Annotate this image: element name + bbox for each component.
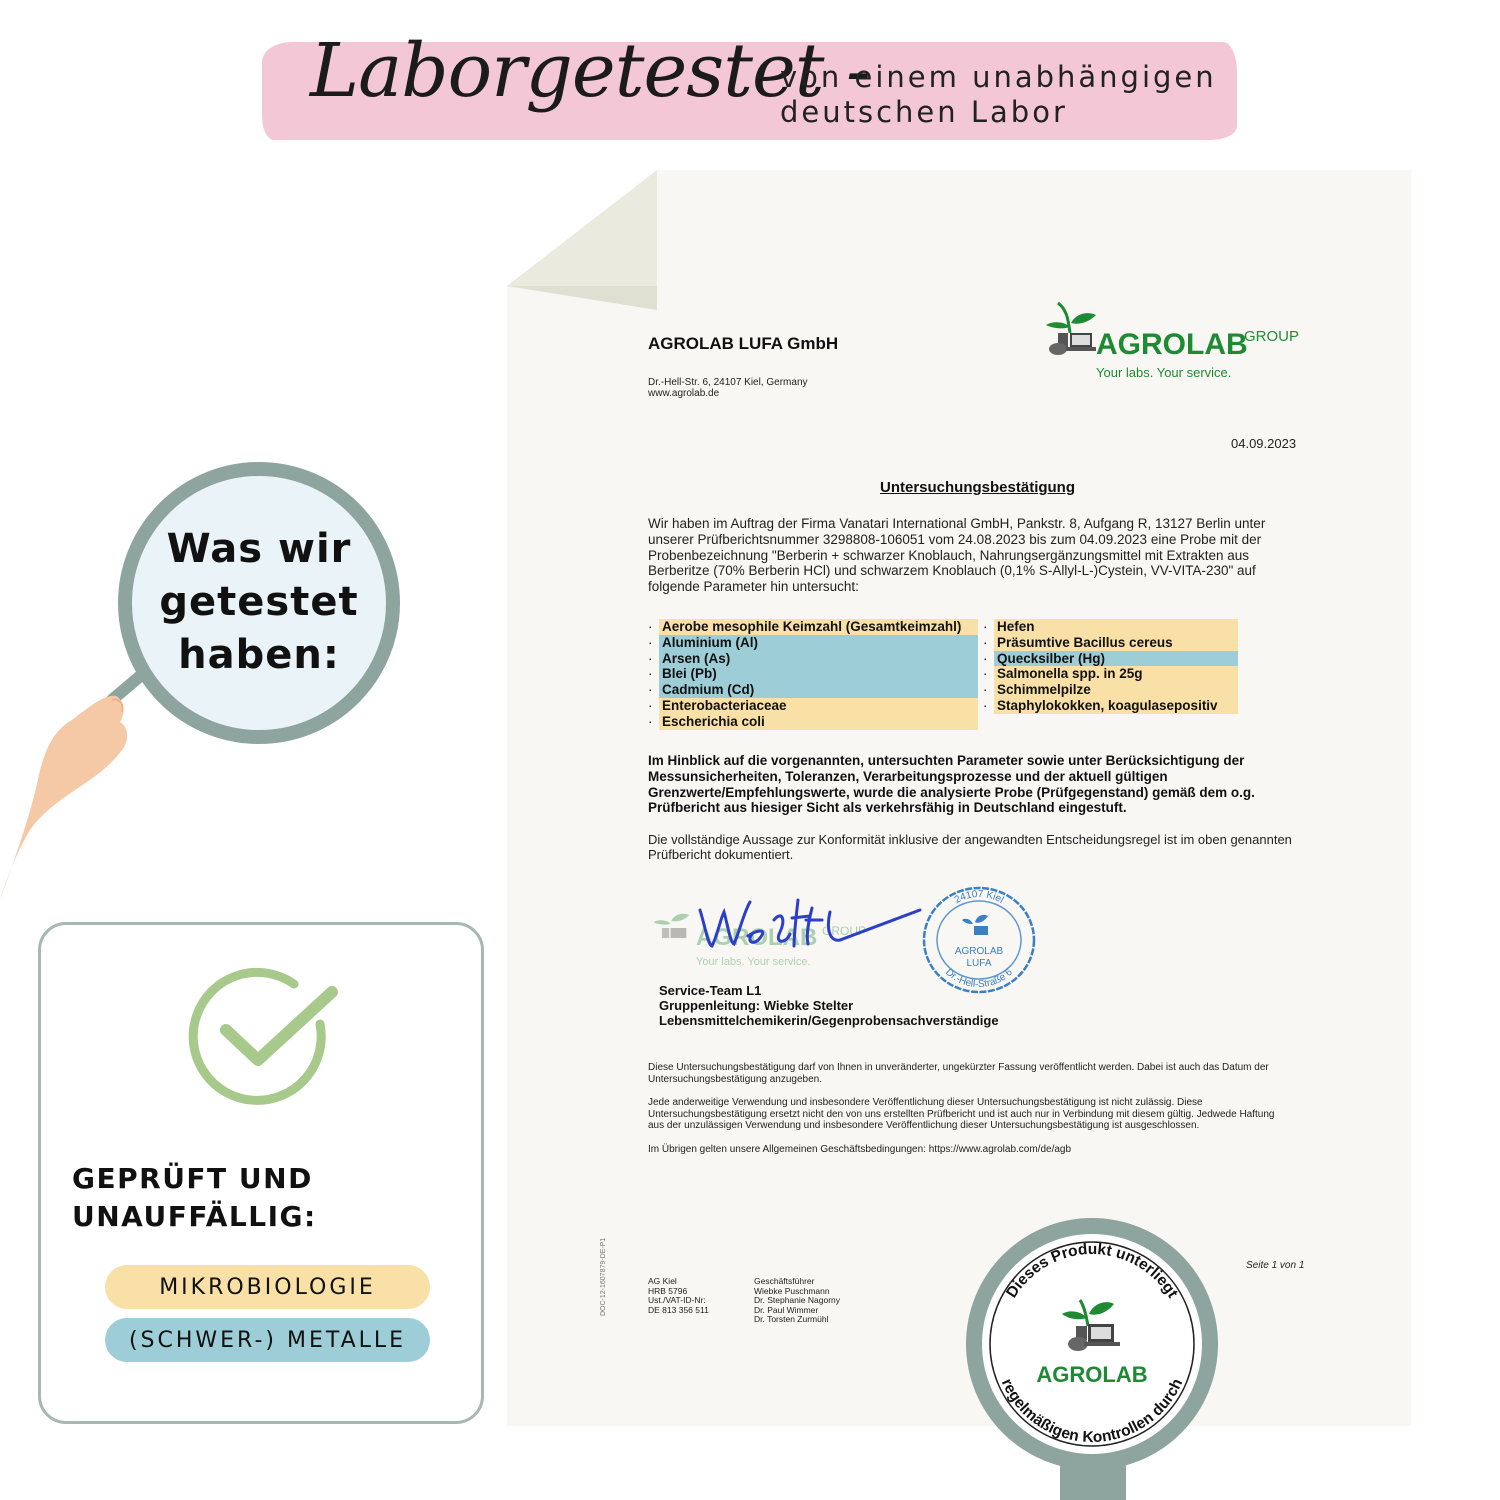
parameter-item: · Aerobe mesophile Keimzahl (Gesamtkeimzahl) bbox=[648, 619, 978, 635]
agrolab-logo bbox=[1044, 295, 1314, 385]
parameter-item: · Schimmelpilze bbox=[983, 682, 1238, 698]
lab-stamp bbox=[918, 884, 1040, 996]
signer-block: Service-Team L1 Gruppenleitung: Wiebke Stelter Lebensmittelchemikerin/Gegenprobensachverständige bbox=[659, 983, 999, 1028]
agrolab-logo-group: GROUP bbox=[1244, 328, 1300, 345]
company-address: Dr.-Hell-Str. 6, 24107 Kiel, Germany www.agrolab.de bbox=[648, 377, 808, 399]
footer-management: Geschäftsführer Wiebke Puschmann Dr. Stephanie Nagorny Dr. Paul Wimmer Dr. Torsten Zurmühl bbox=[754, 1276, 840, 1324]
parameter-item: · Staphylokokken, koagulasepositiv bbox=[983, 698, 1238, 714]
parameter-item: · Präsumtive Bacillus cereus bbox=[983, 635, 1238, 651]
agrolab-logo-name: AGROLAB bbox=[1096, 328, 1248, 361]
intro-paragraph: Wir haben im Auftrag der Firma Vanatari International GmbH, Pankstr. 8, Aufgang R, 13127 Berlin unter unserer Prüfberichtsnummer 3298808-106051 vom 24.08.2023 bis zum 04.09.2023 eine Probe mit der Probenbezeichnung "Berberin + schwarzer Knoblauch, Nahrungsergänzungsmittel mit Extrakten aus Berberitze (70% Berberin HCl) und schwarzem Knoblauch (0,1% S-Allyl-L-)Cystein, VV-VITA-230" auf folgende Parameter hin untersucht: bbox=[648, 516, 1266, 595]
tag-schwermetalle: (SCHWER-) METALLE bbox=[105, 1318, 430, 1362]
magnifier-text: Was wir getestet haben: bbox=[159, 526, 359, 678]
agb-line: Im Übrigen gelten unsere Allgemeinen Geschäftsbedingungen: https://www.agrolab.com/de/agb bbox=[648, 1143, 1072, 1155]
seal-brand: AGROLAB bbox=[1036, 1362, 1148, 1387]
parameter-item: · Enterobacteriaceae bbox=[648, 698, 978, 714]
banner-subtitle-line2: deutschen Labor bbox=[780, 95, 1068, 129]
company-name: AGROLAB LUFA GmbH bbox=[648, 334, 839, 353]
seal-arc-bottom: regelmäßigen Kontrollen durch bbox=[997, 1376, 1187, 1447]
stamp-top-text: 24107 Kiel bbox=[952, 888, 1006, 906]
parameter-item: · Cadmium (Cd) bbox=[648, 682, 978, 698]
faded-logo-watermark: AGROLAB GROUP Your labs. Your service. bbox=[652, 898, 892, 973]
handwritten-signature bbox=[690, 890, 925, 960]
banner-title: Laborgetestet - bbox=[310, 28, 871, 114]
disclaimer-block: Diese Untersuchungsbestätigung darf von Ihnen in unveränderter, ungekürzter Fassung veröffentlicht werden. Dabei ist auch das Datum der Untersuchungsbestätigung anzugeben. Jede anderweitige Verwendung und insbesondere Veröffentlichung dieser Untersuchungsbestätigung ist nicht zulässig. Diese Untersuchungsbestätigung ersetzt nicht den von uns erstellten Prüfbericht und ist auch nur in Verbindung mit diesem gültig. Jedwede Haftung aus der unzulässigen Verwendung und insbesondere Veröffentlichung dieser Untersuchungsbestätigung ist ausgeschlossen. Im Übrigen gelten unsere Allgemeinen Geschäftsbedingungen: https://www.agrolab.com/de/agb bbox=[648, 1062, 1308, 1156]
parameter-item: · Salmonella spp. in 25g bbox=[983, 666, 1238, 682]
parameter-item: · Escherichia coli bbox=[648, 714, 978, 730]
faded-plant-icon bbox=[652, 898, 692, 948]
checkmark-circle-icon bbox=[182, 966, 342, 1106]
parameter-item: · Blei (Pb) bbox=[648, 666, 978, 682]
summary-heading: GEPRÜFT UND UNAUFFÄLLIG: bbox=[72, 1162, 317, 1233]
quality-seal bbox=[966, 1218, 1218, 1470]
document-title: Untersuchungsbestätigung bbox=[880, 479, 1076, 496]
document-code: DOC-12-1607879-DE-P1 bbox=[600, 1237, 607, 1316]
parameter-item: · Hefen bbox=[983, 619, 1238, 635]
hand-holding-magnifier bbox=[0, 660, 170, 910]
parameter-item: · Quecksilber (Hg) bbox=[983, 651, 1238, 667]
banner-subtitle-line1: von einem unabhängigen bbox=[780, 60, 1217, 94]
parameter-list-right bbox=[983, 619, 1238, 714]
banner-subtitle bbox=[780, 60, 1217, 130]
parameter-item: · Aluminium (Al) bbox=[648, 635, 978, 651]
stamp-bottom-text: Dr.-Hell-Straße 6 bbox=[943, 966, 1015, 991]
conclusion-paragraph: Im Hinblick auf die vorgenannten, untersuchten Parameter sowie unter Berücksichtigung der Messunsicherheiten, Toleranzen, Verarbeitungsprozesse und der aktuell gültigen Grenzwerte/Empfehlungswerte, wurde die analysierte Probe (Prüfgegenstand) gemäß dem o.g. Prüfbericht aus hiesiger Sicht als verkehrsfähig in Deutschland eingestuft. bbox=[648, 753, 1255, 816]
tag-mikrobiologie: MIKROBIOLOGIE bbox=[105, 1265, 430, 1309]
parameter-list-left bbox=[648, 619, 978, 730]
agrolab-logo-tagline: Your labs. Your service. bbox=[1096, 365, 1232, 380]
document-date: 04.09.2023 bbox=[1231, 436, 1297, 451]
stamp-center-line1: AGROLAB bbox=[954, 946, 1004, 957]
page-fold-corner bbox=[507, 170, 657, 310]
conformity-paragraph: Die vollständige Aussage zur Konformität inklusive der angewandten Entscheidungsregel ist im oben genannten Prüfbericht dokumentiert. bbox=[648, 832, 1292, 862]
footer-registry: AG Kiel HRB 5796 Ust./VAT-ID-Nr: DE 813 356 511 bbox=[648, 1276, 709, 1315]
seal-arc-top: Dieses Produkt unterliegt bbox=[1003, 1240, 1181, 1301]
page-number: Seite 1 von 1 bbox=[1246, 1260, 1305, 1271]
agrolab-plant-icon bbox=[1044, 295, 1100, 357]
parameter-item: · Arsen (As) bbox=[648, 651, 978, 667]
stamp-center-line2: LUFA bbox=[966, 958, 992, 969]
